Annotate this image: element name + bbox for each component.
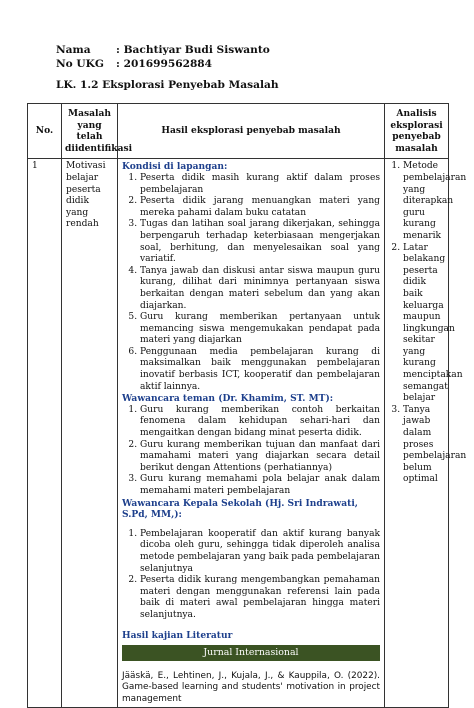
list-item: 2. Latar belakang peserta didik baik keluarga maupun lingkungan sekitar yang kurang menciptakan semangat belajar — [403, 243, 444, 405]
wawancara-kepsek-heading: Wawancara Kepala Sekolah (Hj. Sri Indrawati, S.Pd, MM,): — [122, 497, 358, 521]
list-item: 3. Tanya jawab dalam proses pembelajaran belum optimal — [403, 405, 444, 486]
name-line — [56, 44, 270, 56]
exploration-table — [27, 103, 467, 708]
reference-text: Jääskä, E., Lehtinen, J., Kujala, J., & Kauppila, O. (2022). Game-based learning and students' motivation in project management — [122, 670, 380, 704]
cell-hasil — [118, 159, 385, 708]
list-item: 1. Peserta didik masih kurang aktif dalam proses pembelajaran — [140, 173, 380, 196]
header-hasil: Hasil eksplorasi penyebab masalah — [118, 104, 385, 159]
name-value: : Bachtiyar Budi Siswanto — [116, 44, 270, 56]
wawancara-kepsek-list — [122, 529, 380, 622]
header-masalah: Masalah yang telah diidentifikasi — [62, 104, 118, 159]
cell-analisis — [385, 159, 467, 708]
jurnal-label-bar: Jurnal Internasional — [122, 645, 380, 661]
table-row — [28, 159, 449, 708]
list-item: 2. Peserta didik jarang menuangkan materi yang mereka pahami dalam buku catatan — [140, 196, 380, 219]
table-header-row — [28, 104, 449, 159]
name-label: Nama — [56, 44, 91, 56]
page-title: LK. 1.2 Eksplorasi Penyebab Masalah — [56, 79, 279, 91]
cell-no: 1 — [28, 159, 62, 708]
list-item: 3. Tugas dan latihan soal jarang dikerjakan, sehingga berpengaruh terhadap keterbiasaan mengerjakan soal, berhitung, dan menyelesaikan soal yang variatif. — [140, 219, 380, 265]
list-item: 1. Metode pembelajaran yang diterapkan guru kurang menarik — [403, 161, 444, 242]
header-analisis: Analisis eksplorasi penyebab masalah — [385, 104, 449, 159]
ukg-value: : 201699562884 — [116, 58, 213, 70]
cell-masalah: Motivasi belajar peserta didik yang rendah — [62, 159, 118, 708]
ukg-line — [56, 58, 212, 70]
list-item: 4. Tanya jawab dan diskusi antar siswa maupun guru kurang, dilihat dari minimnya pertanyaan siswa berkaitan dengan materi sebelum dan yang akan diajarkan. — [140, 266, 380, 312]
list-item: 1. Guru kurang memberikan contoh berkaitan fenomena dalam kehidupan sehari-hari dan mengaitkan dengan bidang minat peserta didik. — [140, 405, 380, 440]
analisis-list — [389, 161, 467, 486]
wawancara-teman-heading: Wawancara teman (Dr. Khamim, ST. MT): — [122, 393, 334, 405]
kajian-heading: Hasil kajian Literatur — [122, 629, 233, 641]
list-item: 3. Guru kurang memahami pola belajar anak dalam memahami materi pembelajaran — [140, 474, 380, 497]
list-item: 2. Peserta didik kurang mengembangkan pemahaman materi dengan menggunakan referensi lain pada baik di materi awal pembelajaran hingga materi selanjutnya. — [140, 575, 380, 621]
kondisi-list — [122, 173, 380, 393]
list-item: 5. Guru kurang memberikan pertanyaan untuk memancing siswa mengemukakan pendapat pada materi yang diajarkan — [140, 312, 380, 347]
wawancara-teman-list — [122, 405, 380, 498]
kondisi-heading: Kondisi di lapangan: — [122, 161, 228, 173]
list-item: 1. Pembelajaran kooperatif dan aktif kurang banyak dicoba oleh guru, sehingga tidak diperoleh analisa metode pembelajaran yang baik pada pembelajaran selanjutnya — [140, 529, 380, 575]
list-item: 6. Penggunaan media pembelajaran kurang di maksimalkan baik menggunakan pembelajaran inovatif berbasis ICT, kooperatif dan pembelajaran aktif lainnya. — [140, 347, 380, 393]
list-item: 2. Guru kurang memberikan tujuan dan manfaat dari mamahami materi yang diajarkan secara detail berikut dengan Attentions (perhatiannya) — [140, 440, 380, 475]
ukg-label: No UKG — [56, 58, 104, 70]
header-no: No. — [28, 104, 62, 159]
